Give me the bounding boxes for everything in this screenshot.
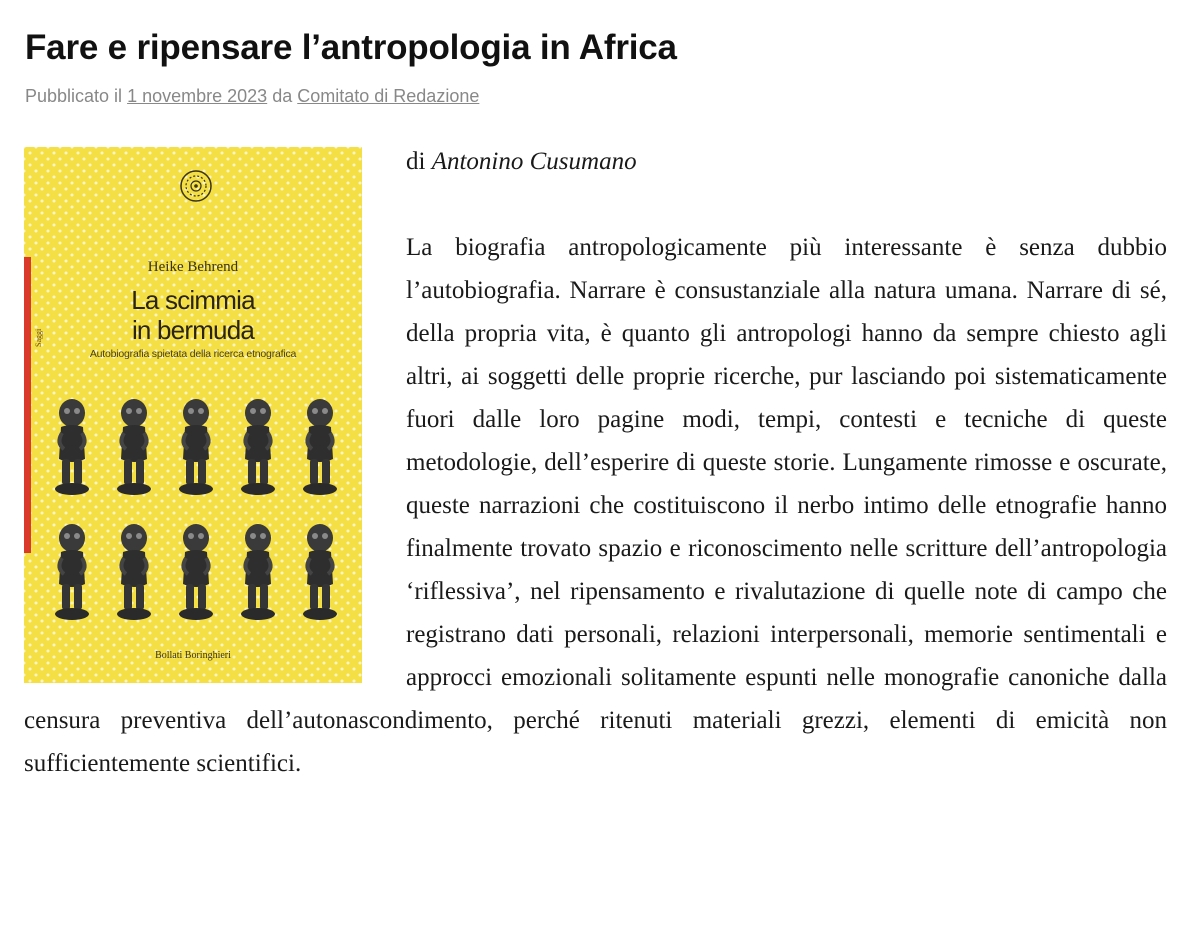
author-link[interactable]: Comitato di Redazione — [297, 86, 480, 106]
cover-title-line-1: La scimmia — [131, 285, 255, 315]
cover-subtitle: Autobiografia spietata della ricerca etnografica — [89, 348, 297, 360]
page-title: Fare e ripensare l’antropologia in Africa — [25, 28, 677, 67]
book-cover-image — [24, 147, 362, 683]
byline-author: Antonino Cusumano — [431, 148, 637, 175]
article-paragraph: La biografia antropologicamente più interessante è senza dubbio l’autobiografia. Narrare è consustanziale alla natura umana. Narrare di sé, della propria vita, è quanto gli antropologi hanno da sempre chiesto agli altri, ai soggetti delle proprie ricerche, pur lasciando poi sistematicamente fuori dalle loro pagine modi, tempi, contesti e tecniche di queste metodologie, dell’esperire di queste storie. Lungamente rimosse e oscurate, queste narrazioni che costituiscono il nerbo intimo delle etnografie hanno finalmente trovato spazio e riconoscimento nelle scritture dell’antropologia ‘riflessiva’, nel ripensamento e rivalutazione di quelle note di campo che registrano dati personali, relazioni interpersonali, memorie sentimentali e approcci emozionali solitamente espunti nelle monografie canoniche dalla censura preventiva dell’autonascondimento, perché ritenuti materiali grezzi, elementi di emicità non sufficientemente scientifici. — [24, 234, 1167, 777]
meta-prefix: Pubblicato il — [25, 86, 123, 106]
publisher-emblem-icon — [179, 169, 213, 203]
post-meta — [25, 86, 479, 107]
cover-series-label: Saggi — [34, 328, 43, 347]
cover-publisher: Bollati Boringhieri — [155, 650, 231, 661]
cover-author: Heike Behrend — [147, 259, 239, 275]
meta-by: da — [272, 86, 293, 106]
article-content — [24, 140, 1167, 785]
byline-prefix: di — [406, 148, 426, 175]
cover-title-line-2: in bermuda — [131, 315, 255, 345]
post-date-link[interactable]: 1 novembre 2023 — [127, 86, 268, 106]
cover-title — [24, 285, 362, 345]
statue-figures-illustration — [52, 397, 352, 647]
